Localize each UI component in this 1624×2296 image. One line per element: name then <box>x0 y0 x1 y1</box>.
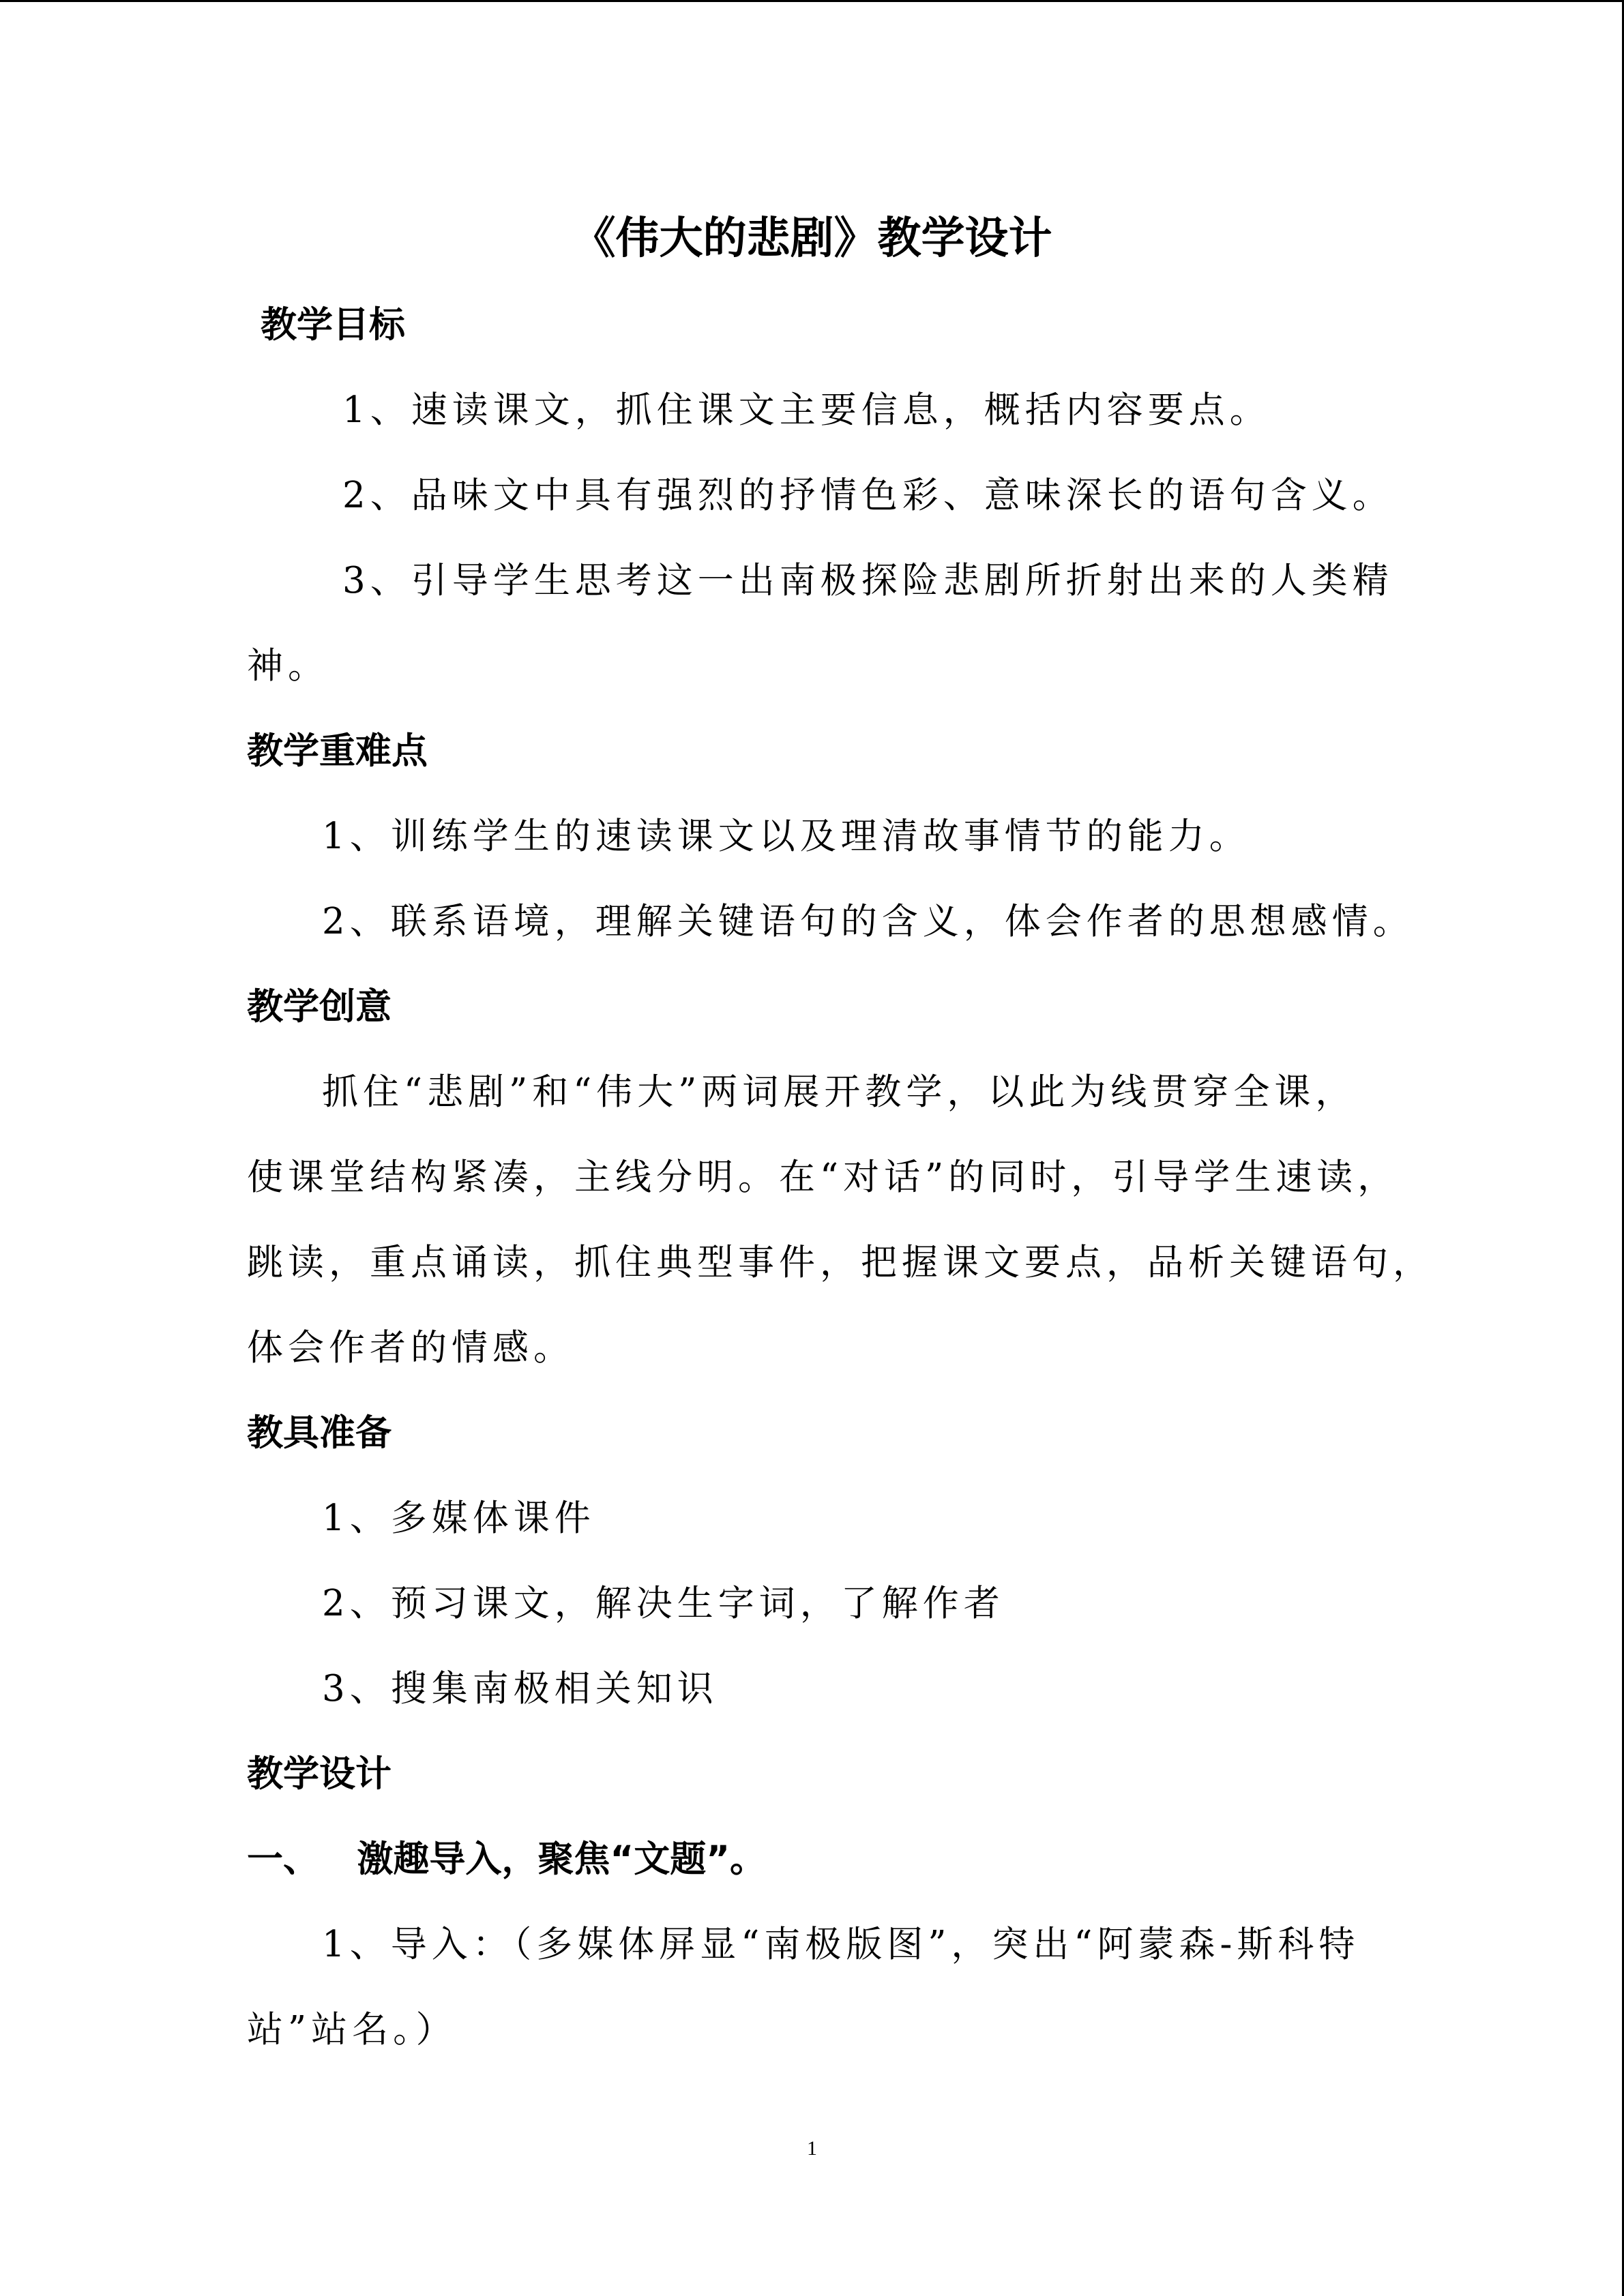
page-number: 1 <box>807 2137 817 2160</box>
page-top-border <box>0 0 1624 2</box>
creativity-line-2: 使课堂结构紧凑，主线分明。在“对话”的同时，引导学生速读， <box>247 1157 1399 1198</box>
design-line-2: 站”站名。） <box>247 2009 457 2051</box>
goal-item-1: 1、速读课文，抓住课文主要信息，概括内容要点。 <box>342 389 1271 431</box>
goal-item-2: 2、品味文中具有强烈的抒情色彩、意味深长的语句含义。 <box>342 475 1393 516</box>
design-line-1: 1、导入：（多媒体屏显“南极版图”，突出“阿蒙森-斯科特 <box>322 1924 1360 1965</box>
creativity-line-4: 体会作者的情感。 <box>247 1327 574 1369</box>
creativity-line-3: 跳读，重点诵读，抓住典型事件，把握课文要点，品析关键语句， <box>247 1242 1434 1283</box>
heading-materials: 教具准备 <box>247 1412 392 1454</box>
heading-key-points: 教学重难点 <box>247 730 428 772</box>
heading-goals: 教学目标 <box>261 304 405 346</box>
creativity-line-1: 抓住“悲剧”和“伟大”两词展开教学，以此为线贯穿全课， <box>322 1071 1357 1113</box>
goal-item-3-continued: 神。 <box>247 645 329 687</box>
goal-item-3: 3、引导学生思考这一出南极探险悲剧所折射出来的人类精 <box>342 560 1393 601</box>
key-point-item-1: 1、训练学生的速读课文以及理清故事情节的能力。 <box>322 816 1250 857</box>
heading-design: 教学设计 <box>247 1753 392 1795</box>
key-point-item-2: 2、联系语境，理解关键语句的含义，体会作者的思想感情。 <box>322 901 1414 942</box>
heading-creativity: 教学创意 <box>247 986 392 1028</box>
material-item-3: 3、搜集南极相关知识 <box>322 1668 718 1710</box>
material-item-1: 1、多媒体课件 <box>322 1497 595 1539</box>
document-title: 《伟大的悲剧》教学设计 <box>572 213 1052 264</box>
material-item-2: 2、预习课文，解决生字词，了解作者 <box>322 1583 1005 1624</box>
design-step-heading: 一、 激趣导入，聚焦“文题”。 <box>247 1838 767 1880</box>
